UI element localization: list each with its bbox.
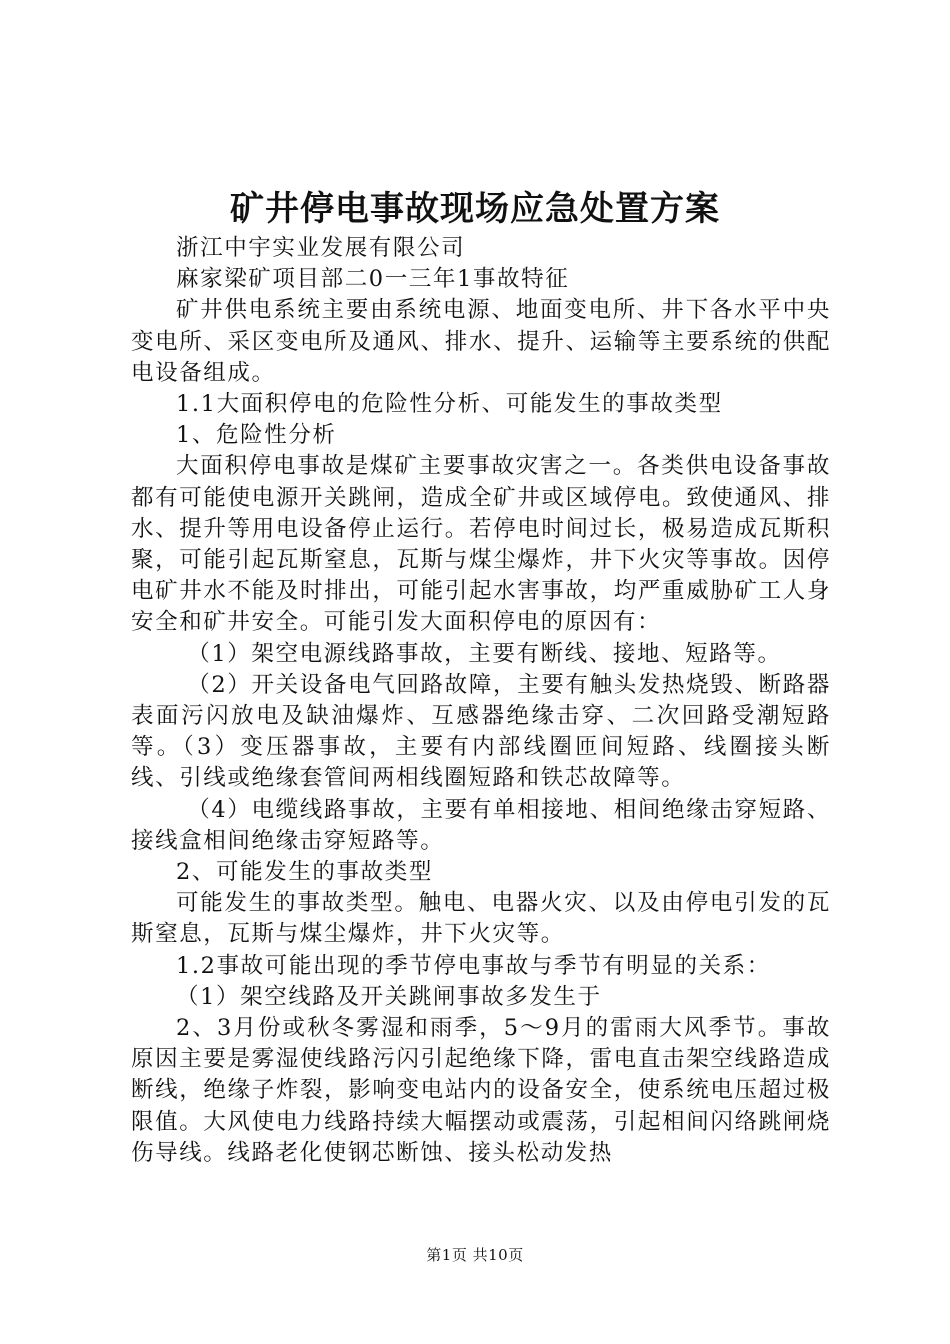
document-title: 矿井停电事故现场应急处置方案 bbox=[230, 189, 720, 229]
list-item-4: （4）电缆线路事故，主要有单相接地、相间绝缘击穿短路、接线盒相间绝缘击穿短路等。 bbox=[131, 796, 831, 854]
subheading-accident-types: 2、可能发生的事故类型 bbox=[176, 859, 433, 886]
paragraph-company: 浙江中宇实业发展有限公司 bbox=[176, 235, 466, 261]
paragraph-system-description: 矿井供电系统主要由系统电源、地面变电所、井下各水平中央变电所、采区变电所及通风、排水、提升、运输等主要系统的供配电设备组成。 bbox=[131, 297, 831, 386]
list-item-2-3: （2）开关设备电气回路故障，主要有触头发热烧毁、断路器表面污闪放电及缺油爆炸、互感器绝缘击穿、二次回路受潮短路等。（3）变压器事故，主要有内部线圈匝间短路、线圈接头断线、引线或绝缘套管间两相线圈短路和铁芯故障等。 bbox=[131, 671, 831, 792]
paragraph-project-dept: 麻家梁矿项目部二0一三年1事故特征 bbox=[176, 266, 570, 293]
list-item-seasonal-1: （1）架空线路及开关跳闸事故多发生于 bbox=[176, 983, 602, 1010]
subheading-risk-analysis: 1、危险性分析 bbox=[176, 422, 337, 449]
paragraph-risk-analysis: 大面积停电事故是煤矿主要事故灾害之一。各类供电设备事故都有可能使电源开关跳闸，造成全矿井或区域停电。致使通风、排水、提升等用电设备停止运行。若停电时间过长，极易造成瓦斯积聚，可能引起瓦斯窒息，瓦斯与煤尘爆炸，井下火灾等事故。因停电矿井水不能及时排出，可能引起水害事故，均严重威胁矿工人身安全和矿井安全。可能引发大面积停电的原因有： bbox=[131, 453, 831, 636]
list-item-1: （1）架空电源线路事故，主要有断线、接地、短路等。 bbox=[187, 640, 782, 667]
paragraph-seasonal-causes: 2、3月份或秋冬雾湿和雨季，5～9月的雷雨大风季节。事故原因主要是雾湿使线路污闪引起绝缘下降，雷电直击架空线路造成断线，绝缘子炸裂，影响变电站内的设备安全，使系统电压超过极限值。大风使电力线路持续大幅摆动或震荡，引起相间闪络跳闸烧伤导线。线路老化使钢芯断蚀、接头松动发热 bbox=[131, 1015, 831, 1166]
document-body bbox=[131, 233, 831, 1169]
section-heading-1-2: 1.2事故可能出现的季节停电事故与季节有明显的关系： bbox=[176, 952, 771, 979]
paragraph-accident-types: 可能发生的事故类型。触电、电器火灾、以及由停电引发的瓦斯窒息，瓦斯与煤尘爆炸，井下火灾等。 bbox=[131, 890, 831, 948]
page-footer: 第1页 共10页 bbox=[426, 1246, 524, 1264]
section-heading-1-1: 1.1大面积停电的危险性分析、可能发生的事故类型 bbox=[176, 391, 723, 418]
